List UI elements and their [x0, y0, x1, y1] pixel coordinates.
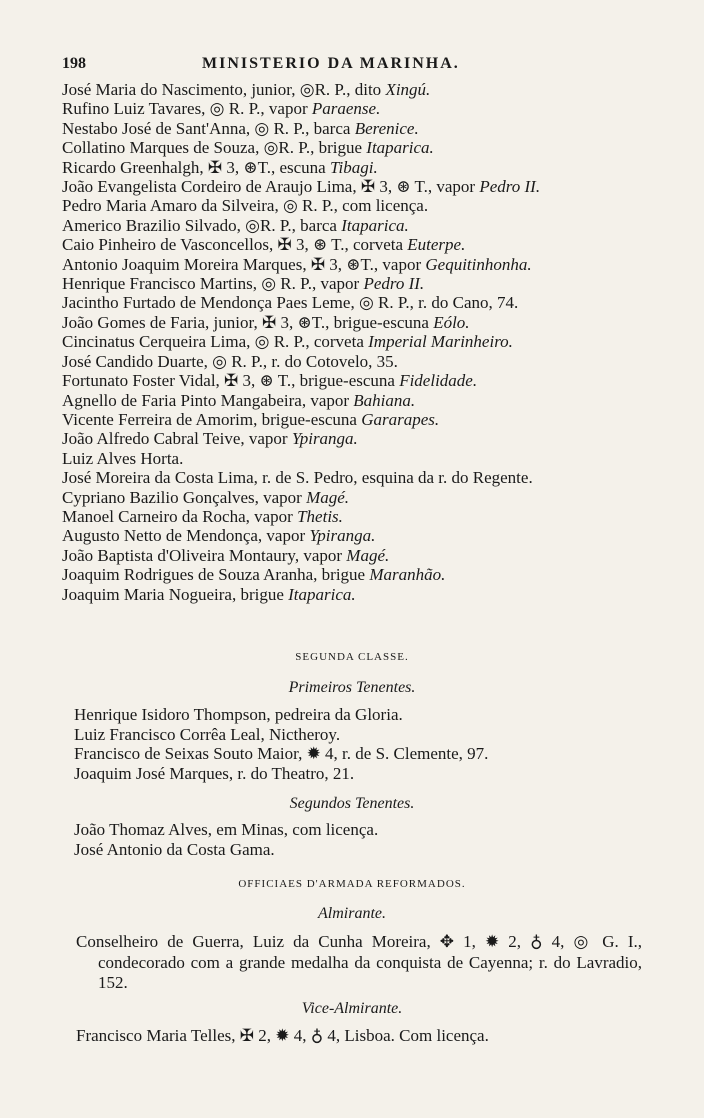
- list-item: [62, 546, 642, 565]
- list-item: Luiz Francisco Corrêa Leal, Nictheroy.: [74, 724, 341, 744]
- segundos-tenentes-list: [74, 820, 644, 859]
- section-heading-segunda-classe: SEGUNDA CLASSE.: [295, 651, 409, 663]
- list-item: [62, 255, 642, 274]
- ship-name: Gequitinhonha.: [425, 254, 532, 274]
- ship-name: Pedro II.: [363, 274, 425, 294]
- officer-list-primeira: [62, 80, 642, 604]
- primeiros-tenentes-list: [74, 705, 644, 783]
- officer-text: João Alfredo Cabral Teive, vapor: [62, 429, 292, 449]
- subheading-primeiros-tenentes: Primeiros Tenentes.: [288, 679, 416, 696]
- officer-text: Joaquim Rodrigues de Souza Aranha, brigue: [62, 565, 370, 585]
- ship-name: Tibagi.: [329, 157, 378, 177]
- ship-name: Maranhão.: [369, 565, 446, 585]
- list-item: [62, 352, 642, 371]
- list-item: [62, 585, 642, 604]
- almirante-entry-block: [76, 932, 642, 994]
- officer-text: Augusto Netto de Mendonça, vapor: [62, 526, 310, 546]
- list-item: [62, 99, 642, 118]
- list-item: [62, 391, 642, 410]
- officer-text: João Baptista d'Oliveira Montaury, vapor: [62, 545, 347, 565]
- ship-name: Thetis.: [297, 506, 343, 526]
- list-item: João Thomaz Alves, em Minas, com licença.: [74, 820, 379, 839]
- list-item: [62, 507, 642, 526]
- list-item: Francisco de Seixas Souto Maior, ✹ 4, r. de S. Clemente, 97.: [74, 744, 489, 764]
- ship-name: Itaparica.: [288, 584, 356, 604]
- officer-text: Antonio Joaquim Moreira Marques, ✠ 3, ⊛T., vapor: [62, 254, 426, 274]
- ship-name: Eólo.: [433, 312, 470, 332]
- officer-text: Nestabo José de Sant'Anna, ◎ R. P., barca: [62, 118, 355, 138]
- officer-text: João Gomes de Faria, junior, ✠ 3, ⊛T., brigue-escuna: [62, 312, 434, 332]
- section-heading-reformados: OFFICIAES D'ARMADA REFORMADOS.: [238, 878, 466, 890]
- list-item: [62, 293, 642, 312]
- list-item: Henrique Isidoro Thompson, pedreira da Gloria.: [74, 705, 403, 724]
- officer-text: Joaquim Maria Nogueira, brigue: [62, 584, 289, 604]
- ship-name: Magé.: [306, 487, 350, 507]
- ship-name: Magé.: [346, 545, 390, 565]
- ship-name: Ypiranga.: [309, 526, 376, 546]
- list-item: [62, 119, 642, 138]
- officer-text: José Candido Duarte, ◎ R. P., r. do Cotovelo, 35.: [62, 351, 398, 371]
- list-item: [62, 371, 642, 390]
- list-item: [62, 565, 642, 584]
- list-item: Francisco Maria Telles, ✠ 2, ✹ 4, ♁ 4, Lisboa. Com licença.: [76, 1026, 489, 1045]
- list-item: Conselheiro de Guerra, Luiz da Cunha Moreira, ✥ 1, ✹ 2, ♁ 4, ◎ G. I., condecorado com a grande medalha da conquista de Cayenna; r. do Lavradio, 152.: [76, 932, 642, 992]
- list-item: José Antonio da Costa Gama.: [74, 839, 275, 859]
- list-item: [62, 313, 642, 332]
- subheading-vice-almirante: Vice-Almirante.: [301, 1000, 403, 1017]
- subheading-segundos-tenentes: Segundos Tenentes.: [289, 795, 415, 812]
- officer-text: Americo Brazilio Silvado, ◎R. P., barca: [62, 215, 342, 235]
- officer-text: Caio Pinheiro de Vasconcellos, ✠ 3, ⊛ T., corveta: [62, 235, 408, 255]
- running-title: MINISTERIO DA MARINHA.: [202, 55, 460, 72]
- ship-name: Xingú.: [385, 80, 431, 99]
- ship-name: Ypiranga.: [291, 429, 358, 449]
- page-header: [62, 55, 642, 77]
- officer-text: José Maria do Nascimento, junior, ◎R. P., dito: [62, 80, 386, 99]
- officer-text: Manoel Carneiro da Rocha, vapor: [62, 506, 298, 526]
- vice-almirante-entry-block: [76, 1026, 642, 1047]
- officer-text: Cincinatus Cerqueira Lima, ◎ R. P., corveta: [62, 332, 369, 352]
- ship-name: Paraense.: [311, 99, 381, 119]
- list-item: [62, 429, 642, 448]
- officer-text: Pedro Maria Amaro da Silveira, ◎ R. P., com licença.: [62, 196, 429, 216]
- ship-name: Itaparica.: [341, 215, 409, 235]
- list-item: [62, 449, 642, 468]
- list-item: [62, 332, 642, 351]
- officer-text: Cypriano Bazilio Gonçalves, vapor: [62, 487, 307, 507]
- list-item: [62, 410, 642, 429]
- ship-name: Pedro II.: [479, 177, 541, 197]
- officer-text: Collatino Marques de Souza, ◎R. P., brigue: [62, 138, 367, 158]
- page-number: 198: [62, 55, 86, 72]
- officer-text: Jacintho Furtado de Mendonça Paes Leme, ◎ R. P., r. do Cano, 74.: [62, 293, 519, 313]
- ship-name: Imperial Marinheiro.: [368, 332, 513, 352]
- ship-name: Itaparica.: [366, 138, 434, 158]
- list-item: [62, 468, 642, 487]
- list-item: [62, 80, 642, 99]
- officer-text: Henrique Francisco Martins, ◎ R. P., vapor: [62, 274, 364, 294]
- officer-text: Vicente Ferreira de Amorim, brigue-escuna: [62, 409, 362, 429]
- ship-name: Bahiana.: [353, 390, 416, 410]
- list-item: Joaquim José Marques, r. do Theatro, 21.: [74, 763, 355, 783]
- list-item: [62, 235, 642, 254]
- list-item: [62, 158, 642, 177]
- list-item: [62, 526, 642, 545]
- officer-text: Rufino Luiz Tavares, ◎ R. P., vapor: [62, 99, 312, 119]
- officer-text: João Evangelista Cordeiro de Araujo Lima, ✠ 3, ⊛ T., vapor: [62, 177, 480, 197]
- list-item: [62, 216, 642, 235]
- list-item: [62, 274, 642, 293]
- ship-name: Fidelidade.: [399, 371, 478, 391]
- list-item: [62, 488, 642, 507]
- officer-text: Luiz Alves Horta.: [62, 448, 184, 468]
- list-item: [62, 138, 642, 157]
- subheading-almirante: Almirante.: [318, 905, 386, 922]
- officer-text: Fortunato Foster Vidal, ✠ 3, ⊛ T., brigue-escuna: [62, 371, 400, 391]
- ship-name: Euterpe.: [407, 235, 466, 255]
- list-item: [62, 177, 642, 196]
- officer-text: José Moreira da Costa Lima, r. de S. Pedro, esquina da r. do Regente.: [62, 468, 533, 488]
- list-item: [62, 196, 642, 215]
- ship-name: Gararapes.: [361, 409, 440, 429]
- officer-text: Ricardo Greenhalgh, ✠ 3, ⊛T., escuna: [62, 157, 330, 177]
- officer-text: Agnello de Faria Pinto Mangabeira, vapor: [62, 390, 354, 410]
- ship-name: Berenice.: [354, 118, 419, 138]
